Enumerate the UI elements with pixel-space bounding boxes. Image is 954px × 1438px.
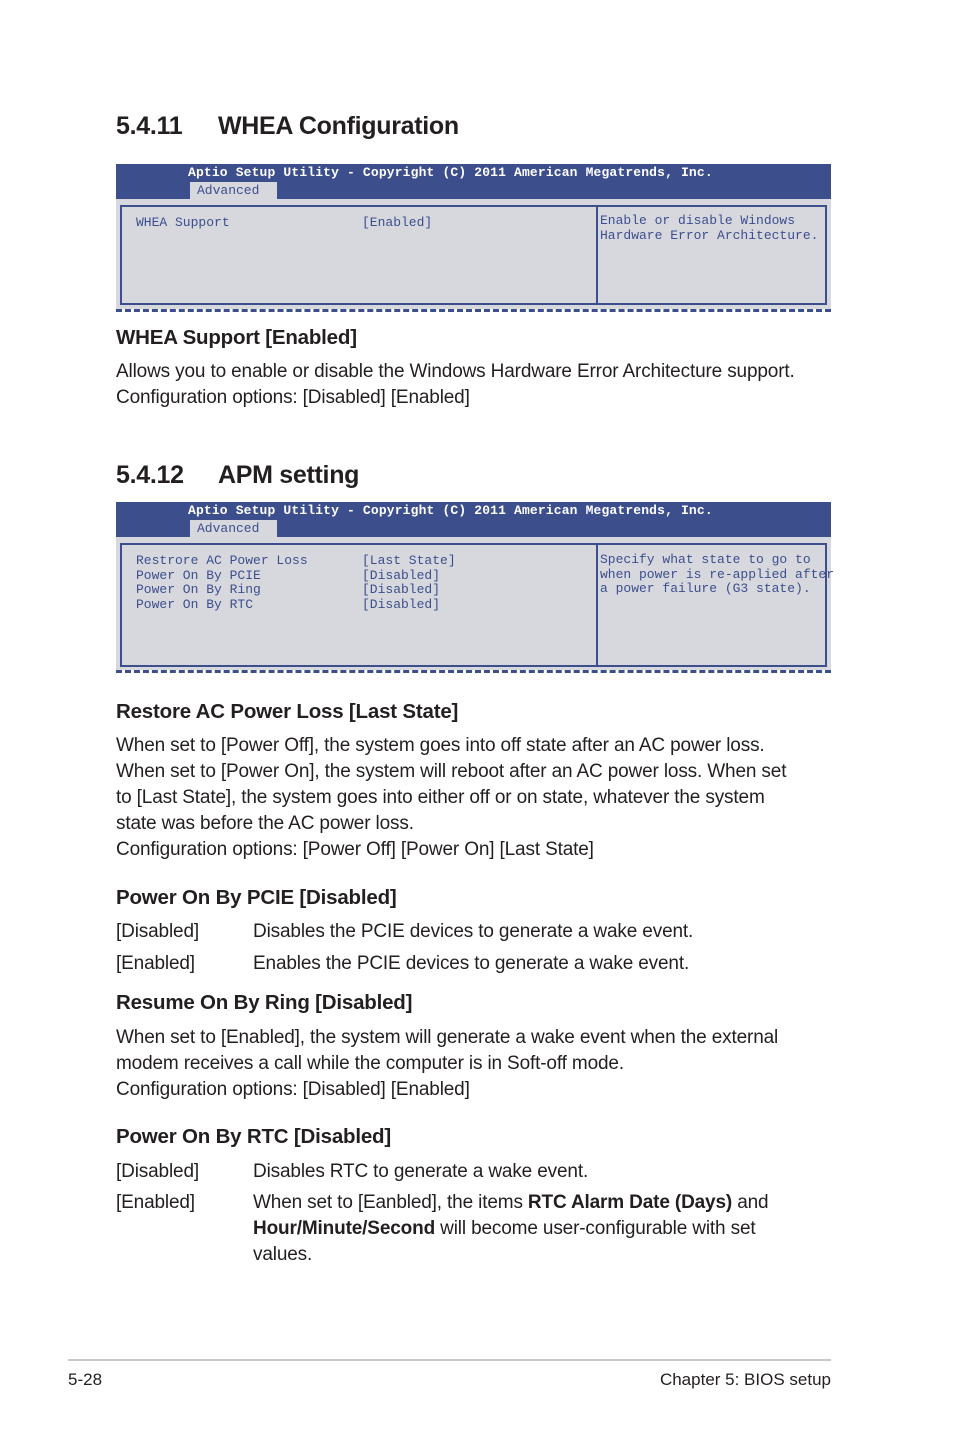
- paragraph-line: Configuration options: [Disabled] [Enabled]: [116, 387, 470, 408]
- bios-item-power-ring[interactable]: Power On By Ring: [136, 582, 261, 597]
- option-key: [Enabled]: [116, 953, 195, 974]
- tab-advanced[interactable]: Advanced: [190, 182, 277, 199]
- option-key: [Disabled]: [116, 921, 199, 942]
- bios-help-line: Enable or disable Windows: [600, 213, 796, 228]
- bold-term: RTC Alarm Date (Days): [527, 1192, 733, 1213]
- bios-item-value[interactable]: [Disabled]: [362, 596, 441, 612]
- text-run: When set to [Eanbled], the items: [253, 1192, 528, 1213]
- bios-header: [116, 164, 831, 199]
- bios-screen-whea: [116, 164, 831, 312]
- bios-item-value[interactable]: [Disabled]: [362, 567, 441, 583]
- footer-rule: [68, 1359, 831, 1361]
- bios-item-label: WHEA Support: [136, 215, 230, 230]
- section-heading-apm: [116, 461, 816, 493]
- option-key: [Enabled]: [116, 1192, 195, 1213]
- paragraph-line: modem receives a call while the computer is in Soft-off mode.: [116, 1053, 624, 1074]
- bios-item-power-rtc[interactable]: Power On By RTC: [136, 596, 254, 612]
- item-heading-ring: Resume On By Ring [Disabled]: [116, 991, 413, 1014]
- option-row: [116, 951, 831, 977]
- tab-advanced[interactable]: Advanced: [190, 520, 277, 537]
- item-description-ring: [116, 1025, 778, 1103]
- bios-help-panel: [596, 205, 827, 305]
- bios-help-line: Hardware Error Architecture.: [600, 227, 819, 243]
- bios-bottom-dashes: [116, 670, 831, 673]
- section-title: WHEA Configuration: [218, 112, 459, 140]
- option-desc: Enables the PCIE devices to generate a wake event.: [253, 953, 690, 974]
- bios-item-value[interactable]: [Enabled]: [362, 215, 433, 230]
- bios-item-power-pcie[interactable]: Power On By PCIE: [136, 567, 261, 583]
- text-run: values.: [253, 1244, 313, 1265]
- bios-bottom-dashes: [116, 309, 831, 312]
- page-number: 5-28: [68, 1370, 103, 1389]
- bios-title: Aptio Setup Utility - Copyright (C) 2011 American Megatrends, Inc.: [188, 503, 713, 518]
- section-heading-whea: [116, 112, 816, 144]
- option-row: [116, 1190, 831, 1270]
- section-number: 5.4.12: [116, 461, 184, 489]
- bios-item-value[interactable]: [Disabled]: [362, 582, 441, 597]
- bios-item-whea-support[interactable]: [136, 216, 230, 231]
- text-run: will become user-configurable with set: [435, 1218, 756, 1239]
- option-desc: Disables RTC to generate a wake event.: [253, 1161, 589, 1182]
- bios-title: Aptio Setup Utility - Copyright (C) 2011 American Megatrends, Inc.: [188, 165, 713, 180]
- bios-header: [116, 502, 831, 537]
- item-heading-whea-support: WHEA Support [Enabled]: [116, 326, 357, 349]
- option-desc: [253, 1190, 768, 1268]
- paragraph-line: state was before the AC power loss.: [116, 813, 414, 834]
- item-heading-restore-ac: Restore AC Power Loss [Last State]: [116, 700, 459, 723]
- paragraph-line: Allows you to enable or disable the Windows Hardware Error Architecture support.: [116, 361, 795, 382]
- item-description-restore-ac: [116, 733, 786, 863]
- section-title: APM setting: [218, 461, 360, 489]
- item-heading-power-rtc: Power On By RTC [Disabled]: [116, 1125, 392, 1148]
- paragraph-line: When set to [Power Off], the system goes into off state after an AC power loss.: [116, 735, 765, 756]
- paragraph-line: When set to [Enabled], the system will generate a wake event when the external: [116, 1027, 779, 1048]
- bios-body: [116, 537, 835, 670]
- bios-body: [116, 199, 831, 309]
- option-desc: Disables the PCIE devices to generate a wake event.: [253, 921, 694, 942]
- text-run: and: [732, 1192, 769, 1213]
- paragraph-line: Configuration options: [Disabled] [Enabled]: [116, 1079, 470, 1100]
- paragraph-line: Configuration options: [Power Off] [Power On] [Last State]: [116, 839, 594, 860]
- bios-item-restore-ac[interactable]: Restrore AC Power Loss: [136, 553, 308, 568]
- chapter-label: Chapter 5: BIOS setup: [659, 1370, 831, 1389]
- paragraph-line: to [Last State], the system goes into either off or on state, whatever the system: [116, 787, 765, 808]
- section-number: 5.4.11: [116, 112, 183, 140]
- bios-item-value[interactable]: [Last State]: [362, 553, 456, 568]
- bold-term: Hour/Minute/Second: [253, 1218, 436, 1239]
- bios-settings-panel: [120, 543, 596, 667]
- option-row: [116, 919, 831, 945]
- bios-settings-panel: [120, 205, 596, 305]
- item-heading-power-pcie: Power On By PCIE [Disabled]: [116, 886, 397, 909]
- item-description-whea: [116, 359, 795, 411]
- bios-help-line: Specify what state to go to: [600, 552, 811, 567]
- option-row: [116, 1159, 831, 1185]
- bios-screen-apm: [116, 502, 835, 672]
- paragraph-line: When set to [Power On], the system will reboot after an AC power loss. When set: [116, 761, 787, 782]
- option-key: [Disabled]: [116, 1161, 199, 1182]
- bios-help-panel: [596, 543, 835, 667]
- bios-help-line: a power failure (G3 state).: [600, 581, 811, 596]
- bios-help-line: when power is re-applied after: [600, 566, 835, 582]
